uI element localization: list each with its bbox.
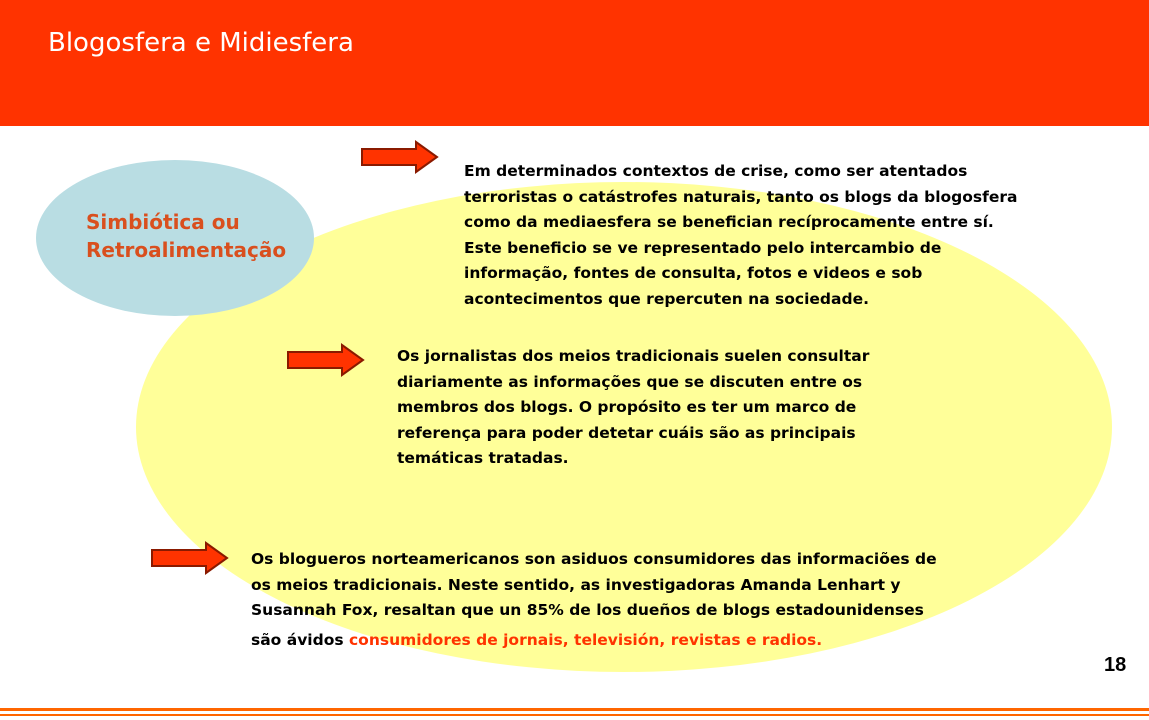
point-3-line: Os blogueros norteamericanos son asiduos consumidores das informaciões de: [251, 550, 937, 568]
concept-label-line-2: Retroalimentação: [86, 238, 287, 262]
point-2-line: membros dos blogs. O propósito es ter um marco de: [397, 398, 857, 416]
point-1-text: [464, 159, 1018, 312]
point-1-line: Este beneficio se ve representado pelo intercambio de: [464, 238, 942, 257]
point-1-line: acontecimentos que repercuten na sociedade.: [464, 289, 869, 308]
point-1-line: terroristas o catástrofes naturais, tanto os blogs da blogosfera: [464, 187, 1018, 206]
concept-label: [86, 208, 286, 264]
point-2-line: temáticas tratadas.: [397, 449, 569, 467]
point-2-line: referença para poder detetar cuáis são as principais: [397, 423, 856, 442]
page-number: 18: [1104, 654, 1127, 676]
concept-label-line-1: Simbiótica ou: [86, 210, 240, 234]
slide-title: Blogosfera e Midiesfera: [48, 28, 354, 58]
footer-rule: [0, 708, 1149, 711]
arrow-right-icon: [150, 541, 230, 575]
point-1-line: informação, fontes de consulta, fotos e videos e sob: [464, 264, 923, 282]
point-1-line: como da mediaesfera se benefician recíprocamente entre sí.: [464, 213, 994, 231]
point-2-text: [397, 344, 869, 472]
footer-rule: [0, 714, 1149, 716]
point-1-line: Em determinados contextos de crise, como ser atentados: [464, 162, 968, 180]
point-2-line: diariamente as informações que se discuten entre os: [397, 372, 863, 391]
arrow-right-icon: [360, 140, 440, 174]
point-3-line: Susannah Fox, resaltan que un 85% de los dueños de blogs estadounidenses: [251, 601, 924, 619]
point-3-last-line-prefix: são ávidos: [251, 630, 344, 649]
title-bar: [0, 0, 1149, 126]
point-3-line: os meios tradicionais. Neste sentido, as investigadoras Amanda Lenhart y: [251, 575, 901, 594]
point-3-line: [251, 628, 937, 654]
point-2-line: Os jornalistas dos meios tradicionais suelen consultar: [397, 347, 870, 365]
point-3-highlight: consumidores de jornais, televisión, revistas e radios.: [348, 630, 823, 649]
arrow-right-icon: [286, 343, 366, 377]
point-3-text: [251, 547, 937, 653]
